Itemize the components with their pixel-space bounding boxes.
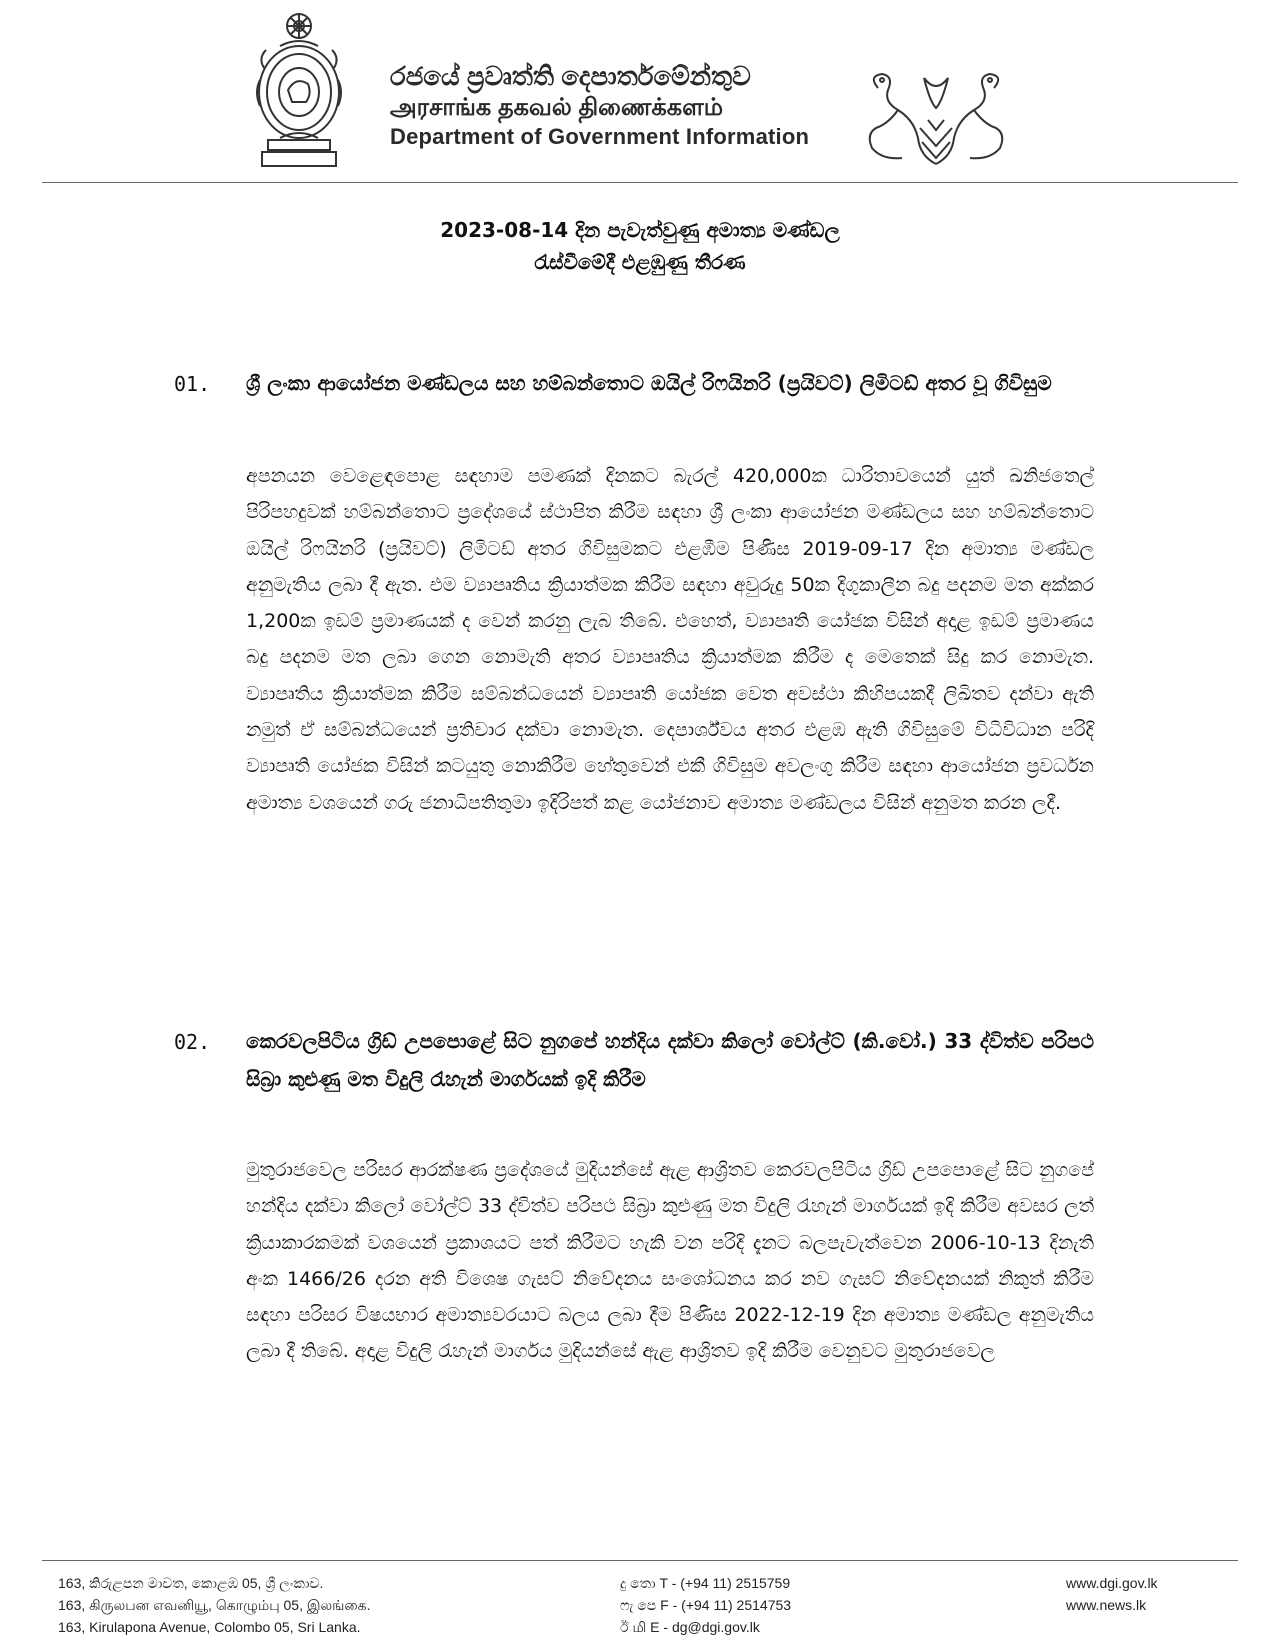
department-name-tamil: அரசாங்க தகவல் திணைக்களம் bbox=[390, 93, 724, 121]
header-divider bbox=[42, 182, 1238, 183]
footer-contact bbox=[620, 1572, 791, 1638]
website-news-link[interactable]: www.news.lk bbox=[1066, 1597, 1147, 1613]
title-line-1: 2023-08-14 දින පැවැත්වුණු අමාත්‍ය මණ්ඩල bbox=[440, 218, 840, 242]
item-heading-1: ශ්‍රී ලංකා ආයෝජන මණ්ඩලය සහ හම්බන්තොට ඔයිල් රිෆයිනරි (ප්‍රයිවට්) ලිමිටඩ් අතර වූ ගිවිසුම bbox=[246, 371, 1052, 395]
title-line-2: රැස්වීමේදී එළඹුණු තීරණ bbox=[534, 250, 746, 274]
swan-ornament-icon bbox=[858, 68, 1014, 174]
address-tamil: 163, கிருலபன எவனியூ, கொழும்பு 05, இலங்கை. bbox=[58, 1597, 371, 1613]
website-dgi-link[interactable]: www.dgi.gov.lk bbox=[1066, 1575, 1158, 1591]
phone-number: දු තො T - (+94 11) 2515759 bbox=[620, 1575, 791, 1591]
email-address[interactable]: ඊ மி E - dg@dgi.gov.lk bbox=[620, 1619, 760, 1635]
item-body-1: අපනයන වෙළෙඳපොළ සඳහාම පමණක් දිනකට බැරල් 420,000ක ධාරිතාවයෙන් යුත් ඛනිජතෙල් පිරිපහදුවක් හම්බන්තොට ප්‍රදේශයේ ස්ථාපිත කිරීම සඳහා ශ්‍රී ලංකා ආයෝජන මණ්ඩලය සහ හම්බන්තොට ඔයිල් රිෆයිනරි (ප්‍රයිවට්) ලිමිටඩ් අතර ගිවිසුමකට එළඹීම පිණිස 2019-09-17 දින අමාත්‍ය මණ්ඩල අනුමැතිය ලබා දී ඇත. එම ව්‍යාපෘතිය ක්‍රියාත්මක කිරීම සඳහා අවුරුදු 50ක දිගුකාලීන බදු පදනම මත අක්කර 1,200ක ඉඩම් ප්‍රමාණයක් ද වෙන් කරනු ලැබ තිබේ. එහෙත්, ව්‍යාපෘති යෝජක විසින් අදාළ ඉඩම් ප්‍රමාණය බදු පදනම මත ලබා ගෙන නොමැති අතර ව්‍යාපෘතිය ක්‍රියාත්මක කිරීම ද මෙතෙක් සිදු කර නොමැත. ව්‍යාපෘතිය ක්‍රියාත්මක කිරීම සම්බන්ධයෙන් ව්‍යාපෘති යෝජක වෙත අවස්ථා කිහිපයකදී ලිඛිතව දන්වා ඇති නමුත් ඒ සම්බන්ධයෙන් ප්‍රතිචාර දක්වා නොමැත. දෙපාර්ශ්වය අතර එළඹ ඇති ගිවිසුමේ විධිවිධාන පරිදි ව්‍යාපෘති යෝජක විසින් කටයුතු නොකිරීම හේතුවෙන් එකී ගිවිසුම අවලංගු කිරීම සඳහා ආයෝජන ප්‍රවර්ධන අමාත්‍ය වශයෙන් ගරු ජනාධිපතිතුමා ඉදිරිපත් කළ යෝජනාව අමාත්‍ය මණ්ඩලය විසින් අනුමත කරන ලදී. bbox=[246, 465, 1094, 814]
footer-address bbox=[58, 1572, 370, 1638]
letterhead bbox=[0, 0, 1275, 180]
fax-number: ෆැ පෙ F - (+94 11) 2514753 bbox=[620, 1597, 792, 1613]
footer-divider bbox=[42, 1560, 1238, 1561]
sri-lanka-emblem-icon bbox=[250, 10, 348, 170]
department-names bbox=[390, 60, 850, 150]
address-sinhala: 163, කිරුළපන මාවත, කොළඹ 05, ශ්‍රී ලංකාව. bbox=[58, 1575, 324, 1591]
document-title bbox=[240, 214, 1040, 278]
item-number-2: 02. bbox=[174, 1030, 211, 1054]
item-heading-2: කෙරවලපිටිය ග්‍රිඩ් උපපොළේ සිට නුගපේ හන්දිය දක්වා කිලෝ වෝල්ට් (කි.වෝ.) 33 ද්විත්ව පරිපථ සිබ්‍රා කුළුණු මත විදුලි රැහැන් මාර්ගයක් ඉදි කිරීම bbox=[246, 1029, 1094, 1091]
item-body-2: මුතුරාජවෙල පරිසර ආරක්ෂණ ප්‍රදේශයේ මුදියන්සේ ඇළ ආශ්‍රිතව කෙරවලපිටිය ග්‍රිඩ් උපපොළේ සිට නුගපේ හන්දිය දක්වා කිලෝ වෝල්ට් 33 ද්විත්ව පරිපථ සිබ්‍රා කුළුණු මත විදුලි රැහැන් මාර්ගයක් ඉදි කිරීම අවසර ලත් ක්‍රියාකාරකමක් වශයෙන් ප්‍රකාශයට පත් කිරීමට හැකි වන පරිදි දැනට බලපැවැත්වෙන 2006-10-13 දිනැති අංක 1466/26 දරන අති විශෙෂ ගැසට් නිවේදනය සංශෝධනය කර නව ගැසට් නිවේදනයක් නිකුත් කිරීම සඳහා පරිසර විෂයභාර අමාත්‍යවරයාට බලය ලබා දීම පිණිස 2022-12-19 දින අමාත්‍ය මණ්ඩල අනුමැතිය ලබා දී තිබේ. අදාළ විදුලි රැහැන් මාර්ගය මුදියන්සේ ඇළ ආශ්‍රිතව ඉදි කිරීම වෙනුවට මුතුරාජවෙල bbox=[246, 1159, 1094, 1363]
address-english: 163, Kirulapona Avenue, Colombo 05, Sri Lanka. bbox=[58, 1619, 361, 1635]
department-name-english: Department of Government Information bbox=[390, 123, 810, 149]
department-name-sinhala: රජයේ ප්‍රවෘත්ති දෙපාර්තමේන්තුව bbox=[390, 61, 751, 91]
footer-websites bbox=[1066, 1572, 1158, 1616]
item-number-1: 01. bbox=[174, 372, 211, 396]
